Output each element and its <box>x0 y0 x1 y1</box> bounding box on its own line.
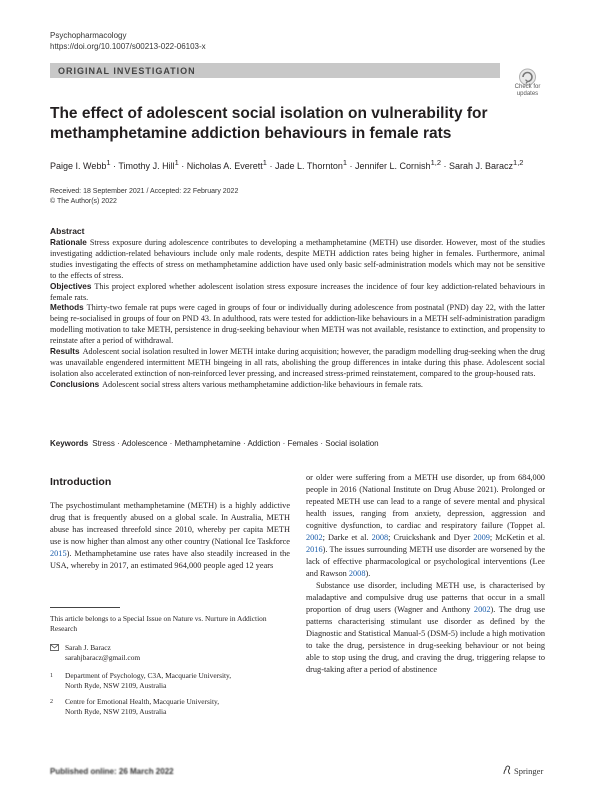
abstract-section-text: Adolescent social stress alters various methamphetamine addiction-like behaviours in female rats. <box>102 379 423 389</box>
body-text: ). The issues surrounding METH use disorder are worsened by the lack of effective pharmacological or psychological interventions (Lee and Rawson <box>306 545 545 578</box>
affiliation <box>50 671 290 691</box>
introduction-right-column <box>306 472 545 676</box>
article-title: The effect of adolescent social isolation on vulnerability for methamphetamine addiction behaviours in female rats <box>50 105 488 142</box>
author-affiliation: 1,2 <box>430 158 441 167</box>
citation-link[interactable]: 2002 <box>473 605 491 614</box>
abstract-section-label: Objectives <box>50 281 92 291</box>
abstract-body <box>50 238 545 391</box>
affiliation-line: Department of Psychology, C3A, Macquarie University, <box>65 671 232 680</box>
abstract-section-text: Stress exposure during adolescence contributes to developing a methamphetamine (METH) use disorder. However, most of the studies investigating addiction-related behaviours include only male rodents, despite METH addiction rates being higher in females. Furthermore, animal studies investigating the effects of stress on methamphetamine addiction have used only basic self-administration models which may not be sensitive to the effects of stress. <box>50 238 545 280</box>
author-name[interactable]: Timothy J. Hill <box>118 161 175 171</box>
abstract-section-label: Conclusions <box>50 379 100 389</box>
journal-name: Psychopharmacology <box>50 31 127 40</box>
affiliation-line: Centre for Emotional Health, Macquarie University, <box>65 697 220 706</box>
body-text: ; Cruickshank and Dyer <box>388 533 474 542</box>
affiliation-number: 2 <box>50 699 53 705</box>
publisher-logo <box>502 765 543 777</box>
affiliation-number: 1 <box>50 673 53 679</box>
springer-horse-icon <box>502 765 511 775</box>
abstract-rationale <box>50 238 545 282</box>
publisher-name: Springer <box>514 766 544 776</box>
abstract-section-text: This project explored whether adolescent isolation stress exposure increases the incidence of four key addiction-related behaviours in female rats. <box>50 281 545 302</box>
abstract-objectives <box>50 282 545 304</box>
keyword: Social isolation <box>325 439 379 448</box>
abstract-section-label: Methods <box>50 303 84 313</box>
keywords-label: Keywords <box>50 439 89 448</box>
abstract-section-label: Rationale <box>50 238 87 247</box>
abstract-section-label: Results <box>50 347 80 357</box>
author-name[interactable]: Jade L. Thornton <box>274 161 343 171</box>
introduction-paragraph <box>50 500 290 572</box>
citation-link[interactable]: 2009 <box>473 533 490 542</box>
special-issue-note: This article belongs to a Special Issue on Nature vs. Nurture in Addiction Research <box>50 614 267 633</box>
author-name[interactable]: Sarah J. Baracz <box>449 161 514 171</box>
abstract-results <box>50 347 545 380</box>
citation-link[interactable]: 2008 <box>348 569 366 578</box>
keyword: Addiction <box>247 439 281 448</box>
author-affiliation: 1 <box>262 158 267 167</box>
body-text: ). The drug use patterns characterising stimulant use disorder as defined by the Diagnostic and Statistical Manual-5 (DSM-5) include a high motivation to take the drug, persistence in drug-seeking behaviour or not being able to stop using the drug, and craving the drug, triggering relapse to drug-taking after a period of abstinence <box>306 605 545 674</box>
check-for-updates-label[interactable]: Check for updates <box>514 84 541 97</box>
abstract-section-text: Adolescent social isolation resulted in lower METH intake during acquisition; however, the paradigm modelling drug-seeking when the drug was unavailable engendered intermittent METH bingeing in all rats, abolishing the group differences in intake during this phase. Adolescent social isolation also accelerated extinction of non-reinforced lever pressing, and increased stress-primed reinstatement, compared to the group-housed rats. <box>50 347 545 378</box>
abstract-conclusions <box>50 380 545 391</box>
introduction-paragraph <box>306 580 545 676</box>
doi-link[interactable]: https://doi.org/10.1007/s00213-022-06103-x <box>50 42 206 51</box>
author-name[interactable]: Jennifer L. Cornish <box>355 161 431 171</box>
published-online-date: Published online: 26 March 2022 <box>50 767 174 776</box>
author-separator: · <box>266 161 275 171</box>
author-separator: · <box>347 161 356 171</box>
footnote-divider <box>50 607 120 608</box>
author-name[interactable]: Paige I. Webb <box>50 161 107 171</box>
envelope-icon <box>50 644 59 651</box>
body-text: or older were suffering from a METH use disorder, up from 684,000 people in 2016 (National Institute on Drug Abuse 2021). Prolonged or repeated METH use can lead to a range of severe mental and physical health issues, ranging from anxiety, depression, aggression and cognitive dysfunction, to cardiac and respiratory failure (Toppet al. <box>306 473 545 530</box>
citation-link[interactable]: 2016 <box>306 545 323 554</box>
received-accepted-dates: Received: 18 September 2021 / Accepted: 22 February 2022 <box>50 188 239 195</box>
section-label: ORIGINAL INVESTIGATION <box>58 66 196 76</box>
abstract-methods <box>50 303 545 347</box>
keyword: Females <box>287 439 319 448</box>
author-affiliation: 1 <box>174 158 179 167</box>
introduction-heading: Introduction <box>50 476 112 488</box>
author-separator: · <box>178 161 187 171</box>
keyword: Adolescence <box>121 439 168 448</box>
affiliation-line: North Ryde, NSW 2109, Australia <box>65 681 167 690</box>
abstract-heading: Abstract <box>50 226 85 236</box>
corresponding-name: Sarah J. Baracz <box>65 643 111 652</box>
corresponding-email[interactable]: sarahjbaracz@gmail.com <box>65 653 141 662</box>
author-affiliation: 1 <box>342 158 348 167</box>
author-affiliation: 1 <box>106 158 111 167</box>
affiliation <box>50 697 290 717</box>
body-text: ; McKetin et al. <box>489 533 546 542</box>
keywords: Keywords Stress · Adolescence · Methamphetamine · Addiction · Females · Social isolation <box>50 439 379 448</box>
body-text: ). <box>365 569 371 578</box>
keyword: Methamphetamine <box>174 439 241 448</box>
affiliation-line: North Ryde, NSW 2109, Australia <box>65 707 167 716</box>
author-separator: · <box>441 161 449 171</box>
body-text: ; Darke et al. <box>322 533 372 542</box>
citation-link[interactable]: 2008 <box>371 533 389 542</box>
introduction-left-column <box>50 500 290 572</box>
citation-link[interactable]: 2002 <box>306 533 323 542</box>
introduction-paragraph <box>306 472 545 580</box>
author-list <box>50 157 570 172</box>
body-text: ). Methamphetamine use rates have also steadily increased in the USA, whereby in 2017, an estimated 964,000 people aged 12 years <box>50 549 290 570</box>
keyword: Stress <box>92 439 115 448</box>
body-text: Substance use disorder, including METH use, is characterised by maladaptive and compulsive drug use patterns that occur in a small proportion of drug users (Wagner and Anthony <box>306 581 545 614</box>
corresponding-author <box>50 643 290 663</box>
author-affiliation: 1,2 <box>513 158 524 167</box>
citation-link[interactable]: 2015 <box>50 549 67 558</box>
copyright-notice: © The Author(s) 2022 <box>50 198 117 205</box>
abstract-section-text: Thirty-two female rat pups were caged in groups of four or individually during adolescence from postnatal (PND) day 22, with the latter being re-socialised in groups of four on PND 43. In adulthood, rats were tested for addiction-like behaviours in a METH self-administration paradigm modelling motivation to take METH, persistence in drug-seeking behaviour when METH was not available, resistance to extinction, and propensity to reinstate after a period of withdrawal. <box>50 303 545 346</box>
author-name[interactable]: Nicholas A. Everett <box>186 161 263 171</box>
body-text: The psychostimulant methamphetamine (METH) is a highly addictive drug that is frequently abused on a global scale. In Australia, METH abuse has increased threefold since 2010, whereby per capita METH use is now higher than almost any other country (National Ice Taskforce <box>50 501 290 546</box>
author-separator: · <box>110 161 119 171</box>
